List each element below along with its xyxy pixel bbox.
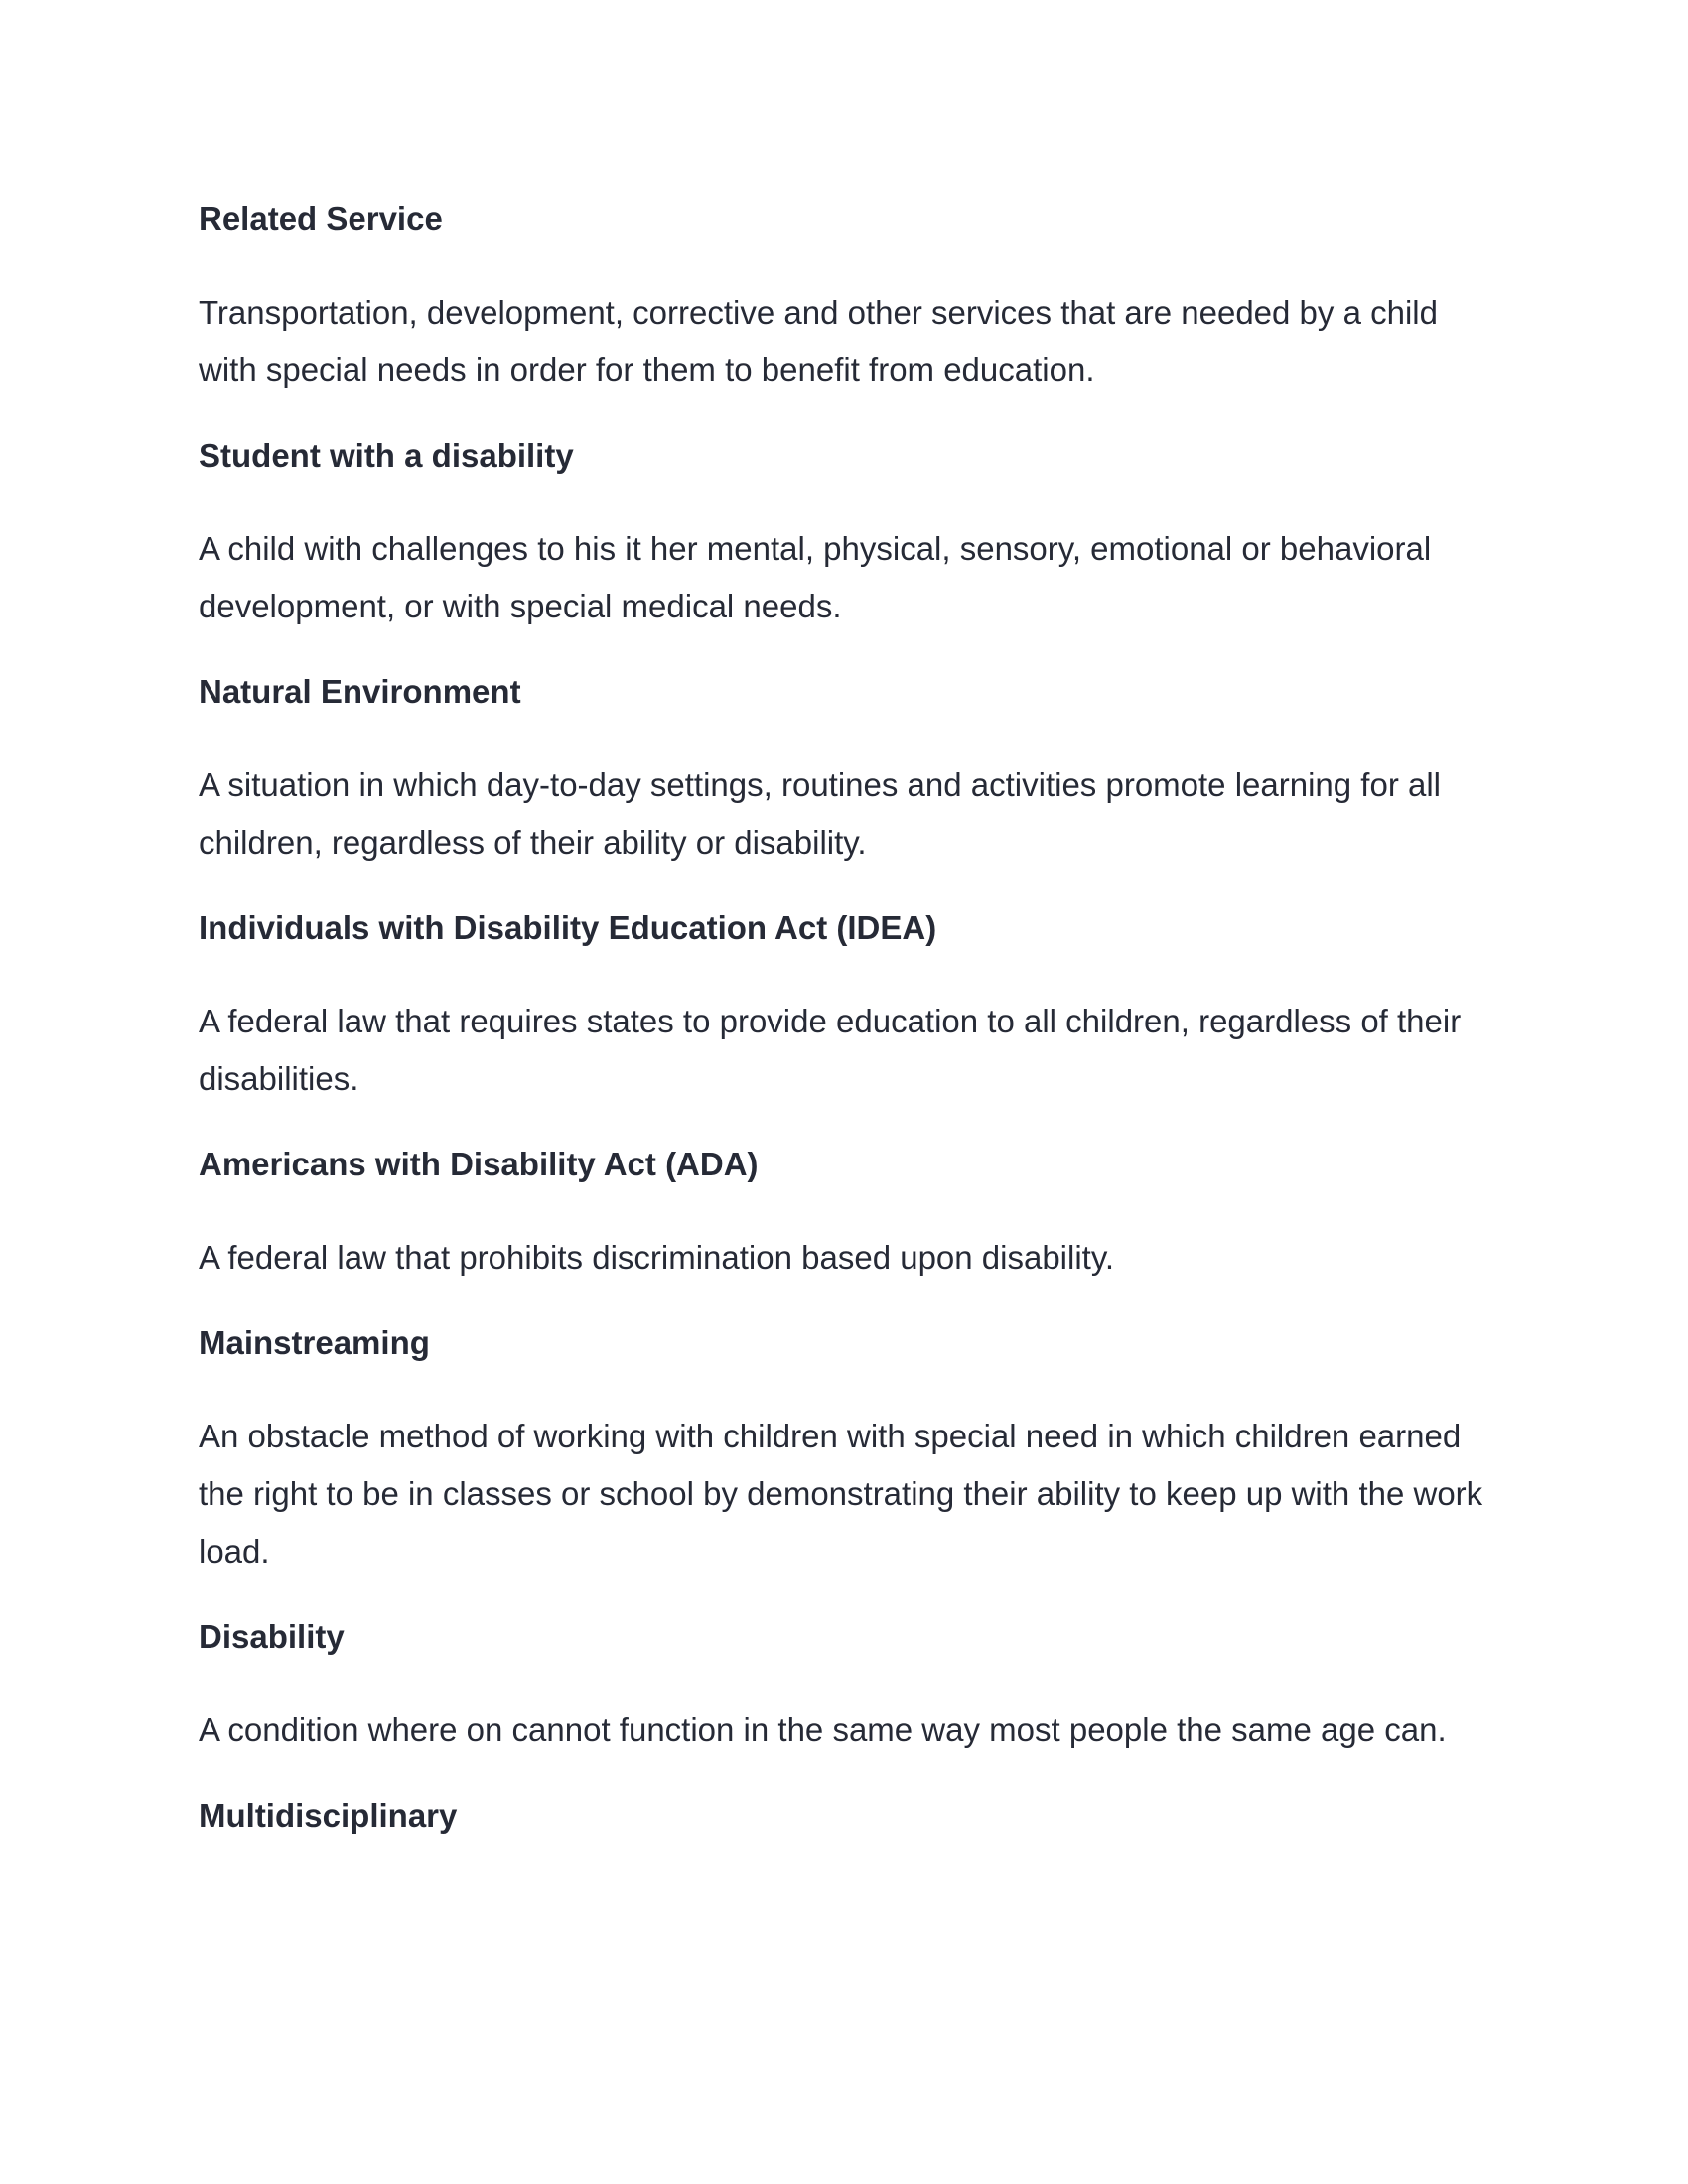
- glossary-entry-idea: [199, 903, 1489, 1108]
- glossary-definition: A federal law that prohibits discrimination based upon disability.: [199, 1239, 1115, 1276]
- document-page: [199, 195, 1489, 1880]
- glossary-definition: A federal law that requires states to provide education to all children, regardless of their disabilities.: [199, 1003, 1462, 1097]
- glossary-entry-multidisciplinary: [199, 1791, 1489, 1841]
- glossary-term: Related Service: [199, 201, 443, 237]
- glossary-entry-disability: [199, 1612, 1489, 1759]
- glossary-definition: A condition where on cannot function in the same way most people the same age can.: [199, 1711, 1447, 1748]
- glossary-entry-natural-environment: [199, 667, 1489, 872]
- glossary-entry-student-with-disability: [199, 431, 1489, 635]
- glossary-term: Natural Environment: [199, 673, 521, 710]
- glossary-definition: A child with challenges to his it her mental, physical, sensory, emotional or behavioral development, or with special medical needs.: [199, 530, 1432, 624]
- glossary-definition: Transportation, development, corrective and other services that are needed by a child with special needs in order for them to benefit from education.: [199, 294, 1438, 388]
- glossary-term: Disability: [199, 1618, 345, 1655]
- glossary-term: Multidisciplinary: [199, 1797, 458, 1834]
- glossary-definition: A situation in which day-to-day settings, routines and activities promote learning for all children, regardless of their ability or disability.: [199, 766, 1441, 861]
- glossary-entry-ada: [199, 1140, 1489, 1287]
- glossary-term: Americans with Disability Act (ADA): [199, 1146, 759, 1182]
- glossary-entry-mainstreaming: [199, 1318, 1489, 1580]
- glossary-term: Student with a disability: [199, 437, 574, 474]
- glossary-definition: An obstacle method of working with children with special need in which children earned the right to be in classes or school by demonstrating their ability to keep up with the work load.: [199, 1418, 1483, 1570]
- glossary-term: Individuals with Disability Education Act (IDEA): [199, 909, 937, 946]
- glossary-entry-related-service: [199, 195, 1489, 399]
- glossary-term: Mainstreaming: [199, 1324, 430, 1361]
